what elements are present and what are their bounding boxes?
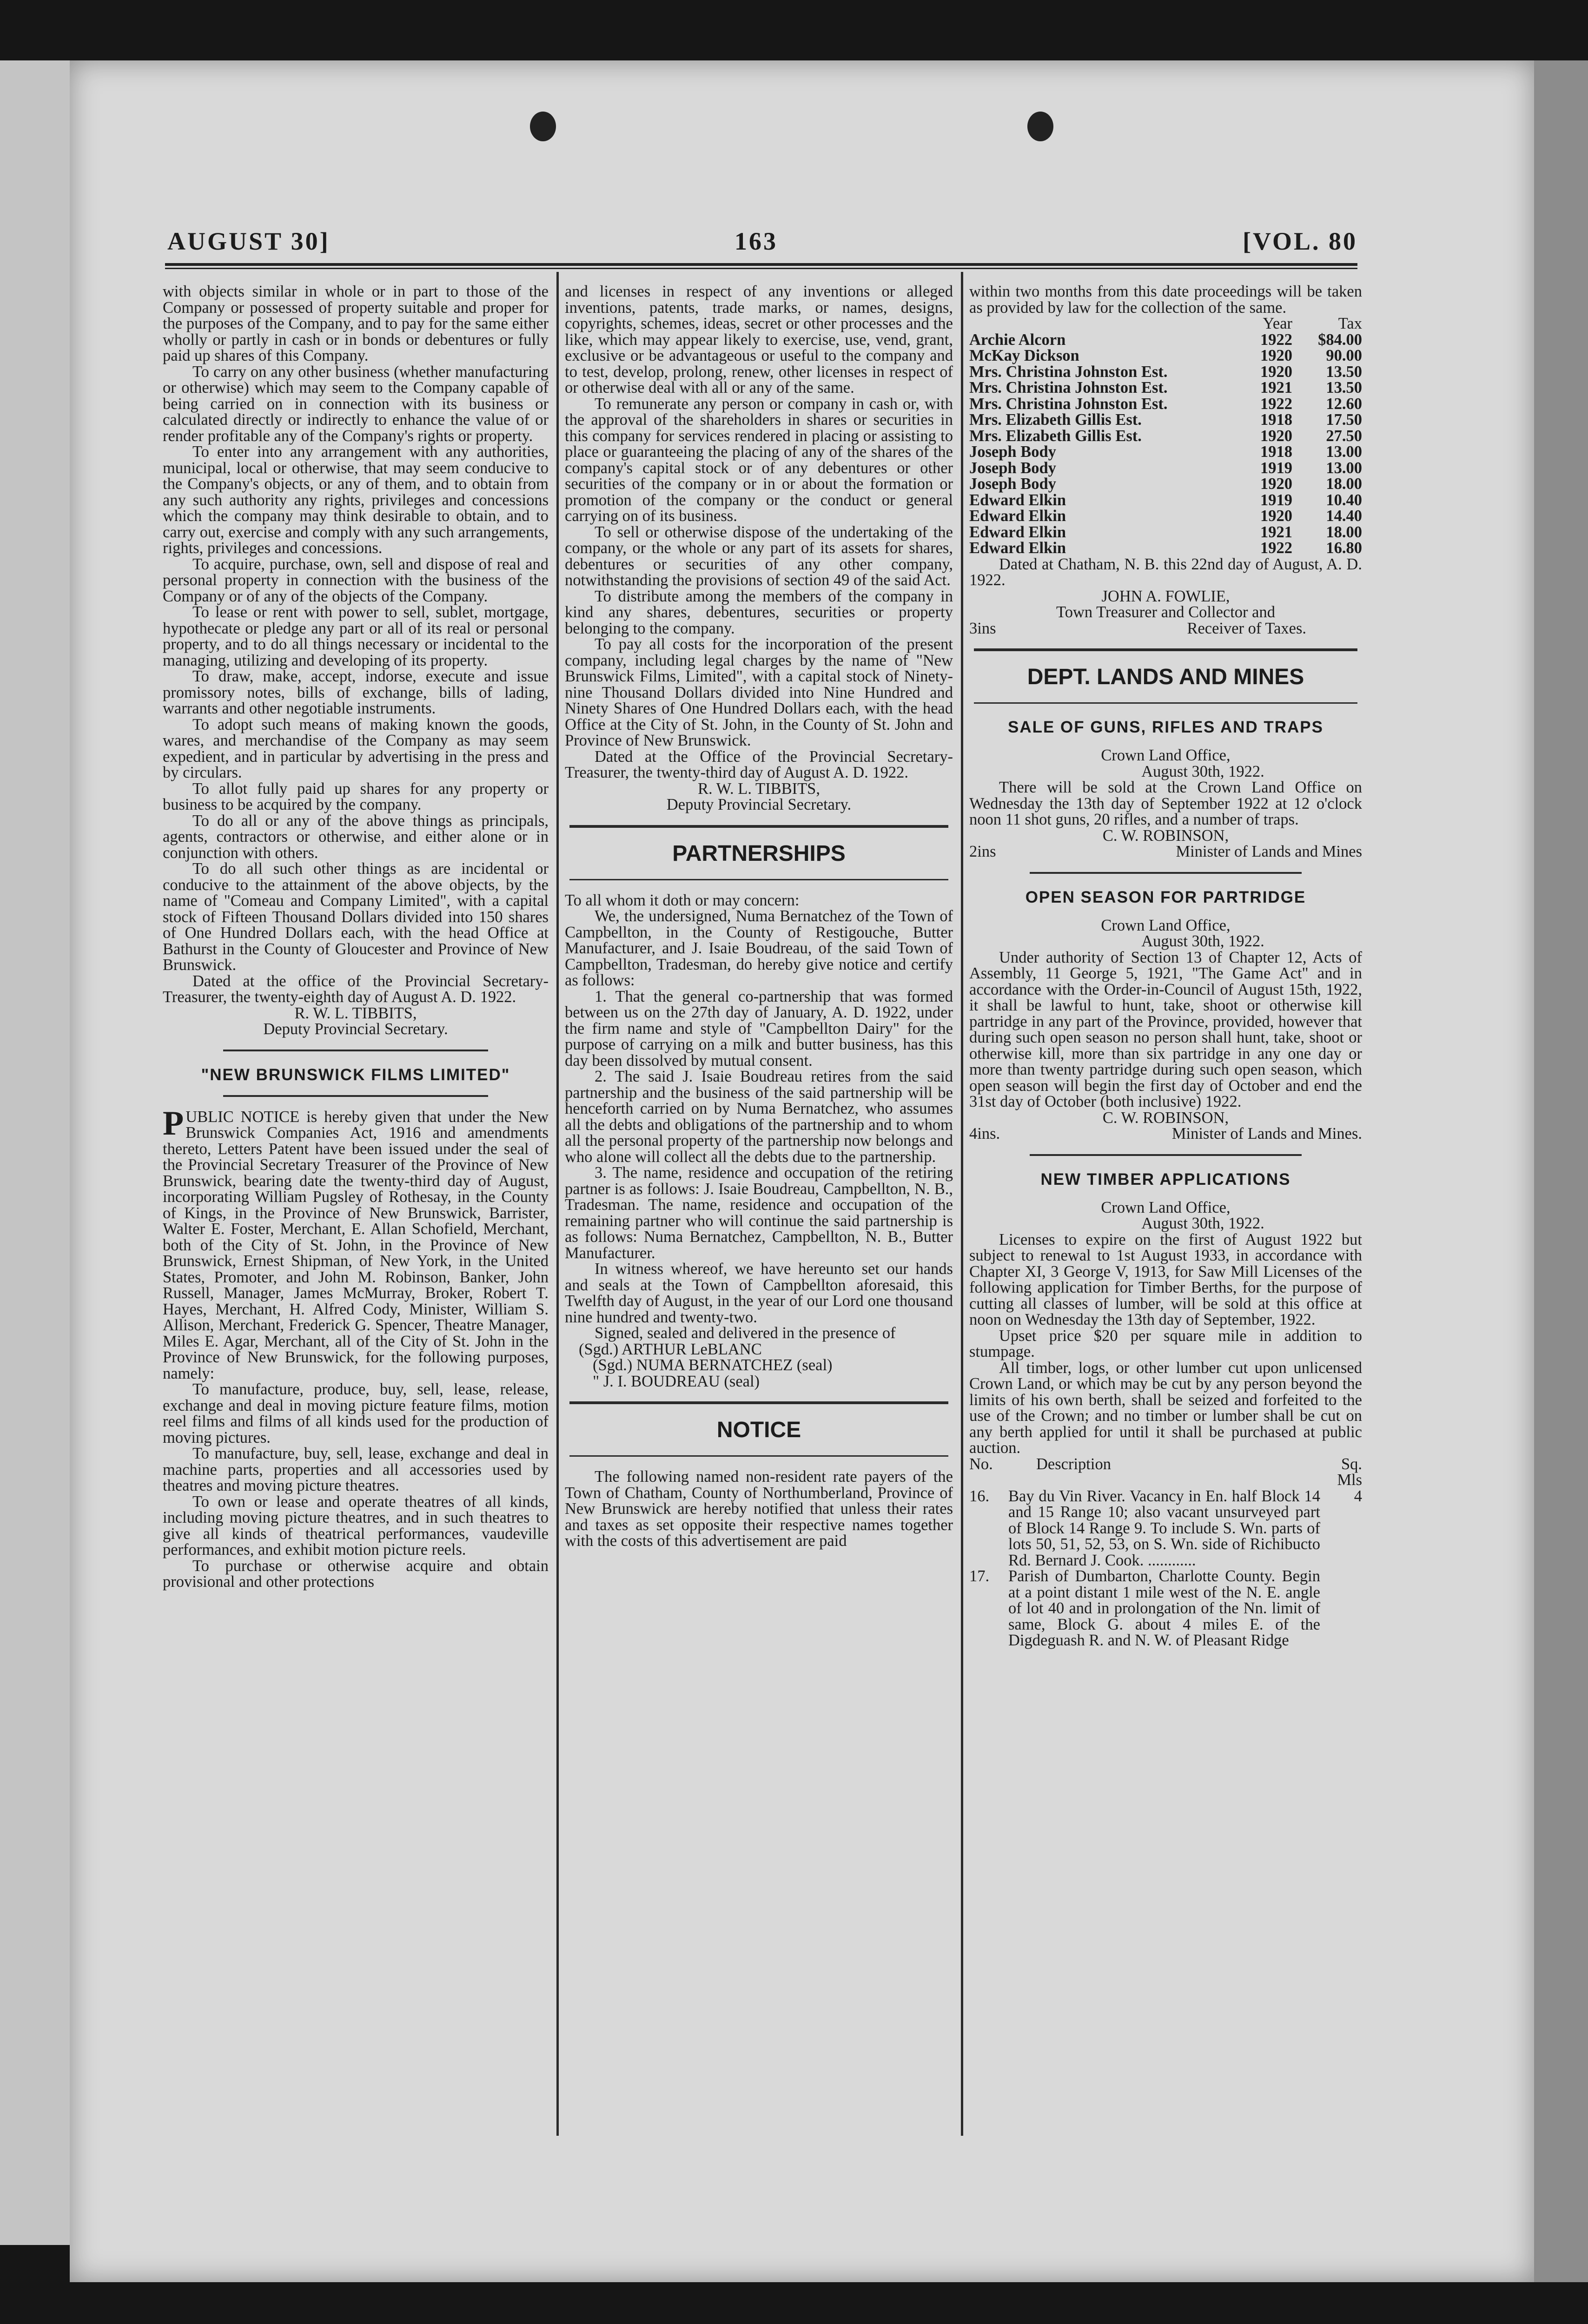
adjacent-page-edge bbox=[0, 60, 70, 2245]
signature-name: C. W. ROBINSON, bbox=[1102, 1109, 1229, 1127]
column-2 bbox=[565, 284, 953, 1549]
signature-name: JOHN A. FOWLIE, bbox=[1101, 587, 1230, 605]
films-heading: "NEW BRUNSWICK FILMS LIMITED" bbox=[201, 1065, 510, 1084]
taxpayer-name: Mrs. Christina Johnston Est. bbox=[969, 379, 1168, 396]
tax-year: 1921 bbox=[1260, 523, 1292, 541]
date-line: August 30th, 1922. bbox=[1141, 932, 1264, 950]
tax-year: 1922 bbox=[1260, 330, 1292, 349]
tax-year: 1920 bbox=[1260, 475, 1292, 493]
article-paragraph: To enter into any arrangement with any authorities, municipal, local or otherwise, that may seem conducive to the Company's objects, or any of them, and to obtain from any such authority any rights, privileges and concessions which the company may think desirable to obtain, and to carry out, exercise and comply with any such arrangements, rights, privileges and concessions. bbox=[163, 443, 549, 557]
article-paragraph: Licenses to expire on the first of August 1922 but subject to renewal to 1st August 1933, in accordance with Chapter XI, 3 George V, 1913, for Saw Mill Licenses of the following application for Timber Berths, for the purpose of cutting all classes of lumber, will be sold at this office at noon on Wednesday the 13th day of September, 1922. bbox=[969, 1230, 1362, 1328]
article-paragraph: To lease or rent with power to sell, sublet, mortgage, hypothecate or pledge any part or all of its real or personal property, and to do all things necessary or incidental to the managing, utilizing and developing of its property. bbox=[163, 603, 549, 669]
section-rule bbox=[223, 1095, 488, 1097]
signature-title: Deputy Provincial Secretary. bbox=[263, 1020, 448, 1038]
table-row bbox=[969, 380, 1362, 396]
table-row bbox=[969, 412, 1362, 428]
tax-amount: 13.50 bbox=[1326, 379, 1362, 396]
article-paragraph: Under authority of Section 13 of Chapter 12, Acts of Assembly, 11 George 5, 1921, "The Game Act" and in accordance with the Order-in-Council of August 15th, 1922, it shall be lawful to hunt, take, shoot or otherwise kill partridge in any part of the Province, provided, however that during such open season no person shall hunt, take, shoot or otherwise kill, more than six partridge in any one day or more than twenty partridge during such open season, which open season will begin the first day of October and end the 31st day of October (both inclusive) 1922. bbox=[969, 948, 1362, 1110]
article-paragraph: To remunerate any person or company in cash or, with the approval of the shareholders in shares or securities in this company for services rendered in placing or assisting to place or guaranteeing the placing of any of the shares of the company's capital stock or of any debentures or other securities of the company or in or about the formation or promotion of the company or the conduct or general carrying on of its business. bbox=[565, 395, 953, 525]
table-row bbox=[969, 540, 1362, 556]
guns-heading: SALE OF GUNS, RIFLES AND TRAPS bbox=[1007, 718, 1323, 736]
taxpayer-name: Mrs. Elizabeth Gillis Est. bbox=[969, 427, 1142, 445]
tax-amount: 90.00 bbox=[1326, 347, 1362, 364]
table-row bbox=[969, 524, 1362, 541]
column-header: Sq. Mls bbox=[1337, 1455, 1362, 1489]
article-paragraph: To carry on any other business (whether manufacturing or otherwise) which may seem to the Company capable of being carried on in connection with its business or calculated directly or indirectly to enhance the value of or render profitable any of the Company's rights or property. bbox=[163, 363, 549, 445]
section-rule bbox=[569, 1455, 948, 1457]
table-row bbox=[969, 492, 1362, 508]
article-paragraph: and licenses in respect of any inventions or alleged inventions, patents, trade marks, or names, designs, copyrights, schemes, ideas, secret or other processes and the like, which may appear likely to exercise, use, vend, grant, exclusive or be advantageous or useful to the company and to test, develop, prolong, renew, other licenses in respect of or otherwise deal with all or any of the same. bbox=[565, 283, 953, 396]
tax-year: 1920 bbox=[1260, 427, 1292, 445]
article-paragraph: To own or lease and operate theatres of all kinds, including moving picture theatres, and in such theatres to give all kinds of theatrical performances, vaudeville performances, and exhibit motion picture reels. bbox=[163, 1492, 549, 1558]
table-row bbox=[969, 1568, 1362, 1649]
taxpayer-name: Edward Elkin bbox=[969, 523, 1066, 541]
tax-amount: 13.00 bbox=[1326, 459, 1362, 477]
column-rule bbox=[961, 272, 963, 2136]
section-rule bbox=[1030, 872, 1302, 874]
article-paragraph: 1. That the general co-partnership that was formed between us on the 27th day of January, A. D. 1922, under the firm name and style of "Campbellton Dairy" for the purpose of carrying on a milk and butter business, has this day been dissolved by mutual consent. bbox=[565, 987, 953, 1070]
tax-amount: 18.00 bbox=[1326, 475, 1362, 493]
tax-year: 1922 bbox=[1260, 395, 1292, 413]
tax-year: 1920 bbox=[1260, 347, 1292, 364]
taxpayer-name: Joseph Body bbox=[969, 443, 1056, 461]
taxpayer-name: Edward Elkin bbox=[969, 507, 1066, 525]
signature-name: R. W. L. TIBBITS, bbox=[698, 779, 820, 798]
date-line: August 30th, 1922. bbox=[1141, 1215, 1264, 1232]
signature-title: Deputy Provincial Secretary. bbox=[666, 796, 852, 813]
signer-line: " J. I. BOUDREAU (seal) bbox=[593, 1372, 760, 1390]
insertion-count: 3ins bbox=[969, 619, 996, 637]
section-rule bbox=[569, 1401, 948, 1404]
office-line: Crown Land Office, bbox=[1101, 916, 1231, 934]
tax-year: 1919 bbox=[1260, 459, 1292, 477]
tax-year: 1920 bbox=[1260, 507, 1292, 525]
page-number: 163 bbox=[734, 227, 778, 255]
date-line: August 30th, 1922. bbox=[1141, 762, 1264, 780]
article-paragraph: Dated at the Office of the Provincial Secretary-Treasurer, the twenty-third day of August A. D. 1922. bbox=[565, 747, 953, 781]
partridge-heading: OPEN SEASON FOR PARTRIDGE bbox=[1025, 888, 1306, 906]
tax-amount: 17.50 bbox=[1326, 411, 1362, 429]
table-row bbox=[969, 508, 1362, 524]
signature-name: C. W. ROBINSON, bbox=[1102, 826, 1229, 845]
section-rule bbox=[223, 1050, 488, 1051]
table-row bbox=[969, 460, 1362, 476]
column-header: Tax bbox=[1338, 315, 1362, 332]
section-rule bbox=[569, 825, 948, 828]
article-paragraph: To do all such other things as are incidental or conducive to the attainment of the above objects, by the name of "Comeau and Company Limited", with a capital stock of Fifteen Thousand Dollars divided into 150 shares of One Hundred Dollars each, with the head Office at Bathurst in the County of Gloucester and Province of New Brunswick. bbox=[163, 860, 549, 974]
signature-title: Minister of Lands and Mines bbox=[1176, 843, 1362, 860]
taxpayer-name: McKay Dickson bbox=[969, 347, 1079, 364]
taxpayer-name: Mrs. Christina Johnston Est. bbox=[969, 363, 1168, 381]
section-rule bbox=[974, 648, 1357, 651]
signature-title: Receiver of Taxes. bbox=[1187, 619, 1306, 637]
taxpayer-name: Joseph Body bbox=[969, 475, 1056, 493]
signature-title: Town Treasurer and Collector and bbox=[1056, 603, 1275, 621]
table-header-row bbox=[969, 316, 1362, 332]
tax-amount: 16.80 bbox=[1326, 539, 1362, 557]
punch-hole bbox=[530, 112, 556, 141]
tax-year: 1922 bbox=[1260, 539, 1292, 557]
lot-area: 4 bbox=[1354, 1487, 1362, 1505]
article-paragraph: We, the undersigned, Numa Bernatchez of the Town of Campbellton, in the County of Restigouche, Butter Manufacturer, and J. Isaie Boudreau, of the said Town of Campbellton, Tradesman, do hereby give notice and certify as follows: bbox=[565, 907, 953, 989]
signature-title: Minister of Lands and Mines. bbox=[1171, 1125, 1362, 1142]
article-paragraph: The following named non-resident rate payers of the Town of Chatham, County of Northumberland, Province of New Brunswick are hereby notified that unless their rates and taxes as set opposite their respective names together with the costs of this advertisement are paid bbox=[565, 1468, 953, 1550]
tax-amount: 13.00 bbox=[1326, 443, 1362, 461]
article-paragraph: In witness whereof, we have hereunto set our hands and seals at the Town of Campbellton aforesaid, this Twelfth day of August, in the year of our Lord one thousand nine hundred and twenty-two. bbox=[565, 1260, 953, 1326]
office-line: Crown Land Office, bbox=[1101, 746, 1231, 764]
partnerships-heading: PARTNERSHIPS bbox=[672, 841, 846, 866]
article-paragraph: To do all or any of the above things as principals, agents, contractors or otherwise, and either alone or in conjunction with others. bbox=[163, 812, 549, 862]
article-paragraph: To distribute among the members of the company in kind any shares, debentures, securities or property belonging to the company. bbox=[565, 587, 953, 637]
article-paragraph: 3. The name, residence and occupation of the retiring partner is as follows: J. Isaie Boudreau, Campbellton, N. B., Tradesman. The name, residence and occupation of the remaining partner who will continue the said partnership is as follows: Numa Bernatchez, Campbellton, N. B., Butter Manufacturer. bbox=[565, 1164, 953, 1262]
article-paragraph: UBLIC NOTICE is hereby given that under the New Brunswick Companies Act, 1916 and amendments thereto, Letters Patent have been issued under the seal of the Provincial Secretary Treasurer of the Province of New Brunswick, bearing date the twenty-third day of August, incorporating William Pugsley of Rothesay, in the County of Kings, in the Province of New Brunswick, Barrister, Walter E. Foster, Merchant, E. Allan Schofield, Merchant, both of the City of St. John, in the Province of New Brunswick, Ernest Shipman, of New York, in the United States, Promoter, and John M. Robinson, Banker, John Russell, Manager, James McMurray, Broker, Robert T. Hayes, Merchant, H. Alfred Cody, Minister, William S. Allison, Merchant, Frederick G. Spencer, Theatre Manager, Miles E. Agar, Merchant, all of the City of St. John in the Province of New Brunswick, for the following purposes, namely: bbox=[163, 1108, 549, 1382]
article-paragraph: To manufacture, produce, buy, sell, lease, release, exchange and deal in moving picture feature films, motion reel films and films of all kinds used for the production of moving pictures. bbox=[163, 1380, 549, 1446]
dept-heading: DEPT. LANDS AND MINES bbox=[1027, 665, 1304, 689]
article-paragraph: Signed, sealed and delivered in the presence of bbox=[595, 1324, 896, 1342]
signature-name: R. W. L. TIBBITS, bbox=[294, 1004, 417, 1022]
article-paragraph: To pay all costs for the incorporation of the present company, including legal charges by the name of "New Brunswick Films, Limited", with a capital stock of Ninety-nine Thousand Dollars divided into Nine Hundred and Ninety Shares of One Hundred Dollars each, with the head Office at the City of St. John, in the County of St. John and Province of New Brunswick. bbox=[565, 635, 953, 749]
article-paragraph: To allot fully paid up shares for any property or business to be acquired by the company. bbox=[163, 779, 549, 813]
table-row bbox=[969, 476, 1362, 492]
lot-number: 17. bbox=[969, 1567, 990, 1585]
article-paragraph: To draw, make, accept, indorse, execute and issue promissory notes, bills of exchange, bills of lading, warrants and other negotiable instruments. bbox=[163, 667, 549, 717]
lot-number: 16. bbox=[969, 1487, 990, 1505]
column-header: Description bbox=[1036, 1455, 1111, 1473]
page-header bbox=[167, 227, 1357, 259]
article-paragraph: Upset price $20 per square mile in addition to stumpage. bbox=[969, 1327, 1362, 1360]
lot-description: Bay du Vin River. Vacancy in En. half Block 14 and 15 Range 10; also vacant unsurveyed part of Block 14 Range 9. To include S. Wn. parts of lots 50, 51, 52, 53, on S. Wn. side of Richibucto Rd. Bernard J. Cook. ............ bbox=[1008, 1487, 1320, 1569]
table-row bbox=[969, 332, 1362, 348]
taxpayer-name: Edward Elkin bbox=[969, 491, 1066, 509]
table-row bbox=[969, 396, 1362, 412]
column-rule bbox=[556, 272, 559, 2136]
tax-year: 1920 bbox=[1260, 363, 1292, 381]
taxpayer-name: Joseph Body bbox=[969, 459, 1056, 477]
table-row bbox=[969, 428, 1362, 444]
table-row bbox=[969, 364, 1362, 380]
taxpayer-name: Mrs. Christina Johnston Est. bbox=[969, 395, 1168, 413]
article-paragraph: within two months from this date proceedings will be taken as provided by law for the collection of the same. bbox=[969, 283, 1362, 317]
timber-lots-body bbox=[969, 1488, 1362, 1649]
table-header-row bbox=[969, 1456, 1362, 1488]
tax-amount: 12.60 bbox=[1326, 395, 1362, 413]
article-paragraph: To all whom it doth or may concern: bbox=[565, 891, 800, 909]
tax-table-body bbox=[969, 332, 1362, 556]
timber-heading: NEW TIMBER APPLICATIONS bbox=[1040, 1170, 1291, 1188]
column-1 bbox=[163, 284, 549, 1590]
tax-year: 1919 bbox=[1260, 491, 1292, 509]
article-paragraph: Dated at the office of the Provincial Secretary-Treasurer, the twenty-eighth day of August A. D. 1922. bbox=[163, 972, 549, 1006]
tax-amount: 18.00 bbox=[1326, 523, 1362, 541]
header-volume: [VOL. 80 bbox=[1243, 227, 1357, 255]
lot-description: Parish of Dumbarton, Charlotte County. Begin at a point distant 1 mile west of the N. E. angle of lot 40 and in prolongation of the Nn. limit of same, Block G. about 4 miles E. of the Digdeguash R. and N. W. of Pleasant Ridge bbox=[1008, 1567, 1320, 1649]
column-header: Year bbox=[1263, 315, 1292, 332]
section-rule bbox=[974, 702, 1357, 704]
dated-line: Dated at Chatham, N. B. this 22nd day of August, A. D. 1922. bbox=[969, 555, 1362, 589]
insertion-count: 2ins bbox=[969, 843, 996, 860]
tax-amount: 27.50 bbox=[1326, 427, 1362, 445]
article-paragraph: To purchase or otherwise acquire and obtain provisional and other protections bbox=[163, 1557, 549, 1591]
table-row bbox=[969, 1488, 1362, 1569]
tax-year: 1921 bbox=[1260, 379, 1292, 396]
header-date: AUGUST 30] bbox=[167, 227, 330, 255]
tax-amount: 14.40 bbox=[1326, 507, 1362, 525]
lot-area bbox=[1320, 1568, 1362, 1649]
tax-amount: 13.50 bbox=[1326, 363, 1362, 381]
column-header: No. bbox=[969, 1455, 993, 1473]
witness-line: (Sgd.) ARTHUR LeBLANC bbox=[579, 1340, 762, 1358]
tax-year: 1918 bbox=[1260, 443, 1292, 461]
tax-amount: 10.40 bbox=[1326, 491, 1362, 509]
punch-hole bbox=[1027, 112, 1053, 141]
table-row bbox=[969, 348, 1362, 364]
article-paragraph: To acquire, purchase, own, sell and dispose of real and personal property in connection with the business of the Company or of any of the objects of the Company. bbox=[163, 555, 549, 605]
binding-edge bbox=[1534, 60, 1588, 2282]
tax-year: 1918 bbox=[1260, 411, 1292, 429]
article-paragraph: 2. The said J. Isaie Boudreau retires from the said partnership and the business of the said partnership will be henceforth carried on by Numa Bernatchez, who assumes all the debts and obligations of the partnership and to whom all the personal property of the partnership now belongs and who alone will collect all the debts due to the partnership. bbox=[565, 1068, 953, 1166]
timber-lots-table bbox=[969, 1456, 1362, 1649]
tax-table bbox=[969, 316, 1362, 556]
article-paragraph: All timber, logs, or other lumber cut upon unlicensed Crown Land, or which may be cut by any person beyond the limits of his own berth, shall be seized and forfeited to the use of the Crown; and no timber or lumber shall be cut on any berth applied for until it shall be purchased at public auction. bbox=[969, 1359, 1362, 1457]
column-3 bbox=[969, 284, 1362, 1649]
notice-heading: NOTICE bbox=[716, 1418, 801, 1442]
table-row bbox=[969, 444, 1362, 460]
header-rule bbox=[165, 268, 1357, 269]
article-paragraph: To sell or otherwise dispose of the undertaking of the company, or the whole or any part of its assets for shares, debentures or securities of any other company, notwithstanding the provisions of section 49 of the said Act. bbox=[565, 523, 953, 589]
signer-line: (Sgd.) NUMA BERNATCHEZ (seal) bbox=[593, 1356, 833, 1374]
tax-amount: $84.00 bbox=[1318, 330, 1362, 349]
article-paragraph: with objects similar in whole or in part to those of the Company or possessed of property suitable and proper for the purposes of the Company, and to pay for the same either wholly or partly in cash or in bonds or debentures or fully paid up shares of this Company. bbox=[163, 283, 549, 364]
taxpayer-name: Archie Alcorn bbox=[969, 330, 1066, 349]
section-rule bbox=[569, 879, 948, 880]
drop-cap: P bbox=[163, 1104, 184, 1142]
office-line: Crown Land Office, bbox=[1101, 1198, 1231, 1216]
article-paragraph: There will be sold at the Crown Land Office on Wednesday the 13th day of September 1922 at 12 o'clock noon 11 shot guns, 20 rifles, and a number of traps. bbox=[969, 779, 1362, 828]
article-paragraph: To adopt such means of making known the goods, wares, and merchandise of the Company as may seem expedient, and in particular by advertising in the press and by circulars. bbox=[163, 715, 549, 781]
article-paragraph: To manufacture, buy, sell, lease, exchange and deal in machine parts, properties and all accessories used by theatres and moving picture theatres. bbox=[163, 1445, 549, 1494]
taxpayer-name: Mrs. Elizabeth Gillis Est. bbox=[969, 411, 1142, 429]
header-rule bbox=[165, 263, 1357, 266]
taxpayer-name: Edward Elkin bbox=[969, 539, 1066, 557]
section-rule bbox=[1030, 1154, 1302, 1156]
insertion-count: 4ins. bbox=[969, 1125, 1000, 1142]
